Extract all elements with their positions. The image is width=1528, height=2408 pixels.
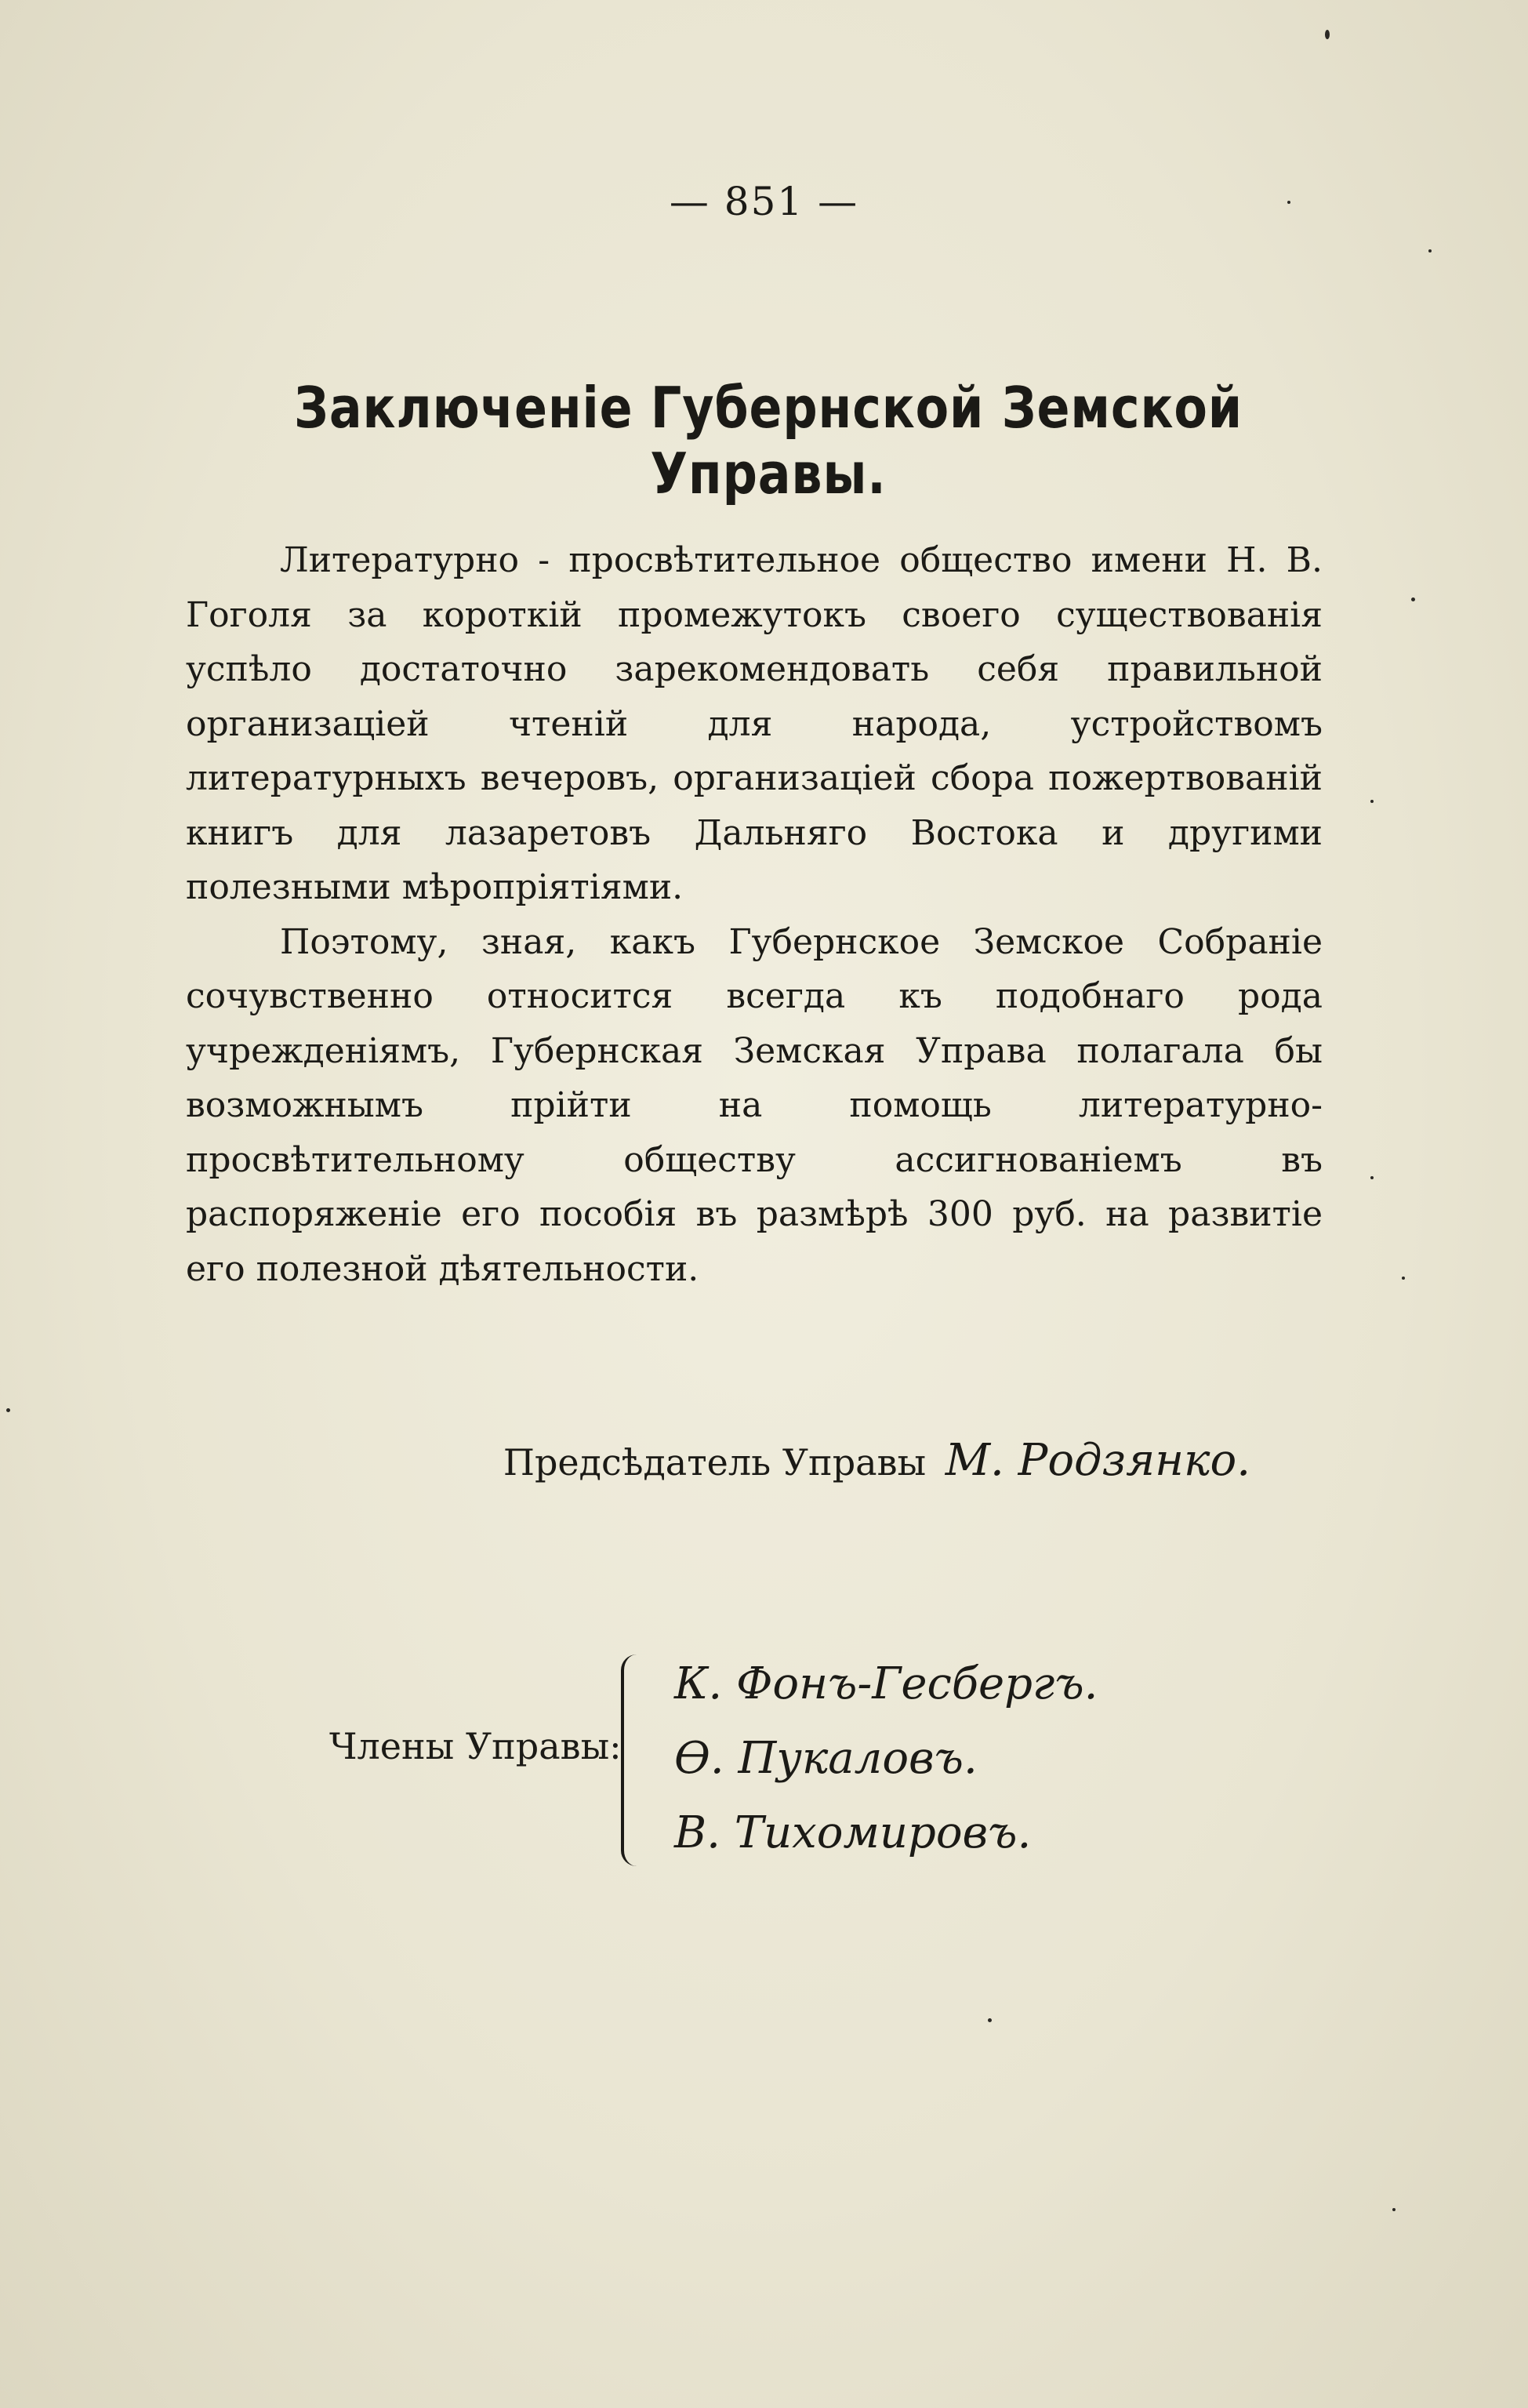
- print-speck: [1402, 1277, 1405, 1280]
- print-speck: [1325, 30, 1330, 39]
- signature-name: М. Родзянко.: [945, 1435, 1250, 1486]
- print-speck: [1287, 201, 1290, 204]
- print-speck: [988, 2018, 992, 2022]
- paragraph: Литературно - просвѣтительное общество имени Н. В. Гоголя за короткій промежутокъ своего существованія успѣло достаточно зарекомендовать себя правильной организаціей чтеній для народа, устройствомъ литературныхъ вечеровъ, организаціей сбора пожертвованій книгъ для лазаретовъ Дальняго Востока и другими полезными мѣропріятіями.: [186, 540, 1323, 907]
- print-speck: [1411, 597, 1415, 601]
- print-speck: [1428, 249, 1432, 252]
- brace-mark: [621, 1654, 655, 1866]
- member-name: Ѳ. Пукаловъ.: [674, 1733, 978, 1784]
- member-name: В. Тихомировъ.: [674, 1807, 1032, 1858]
- members-list: [674, 1647, 1098, 1870]
- paragraph: Поэтому, зная, какъ Губернское Земское Собраніе сочувственно относится всегда къ подобнаго рода учрежденіямъ, Губернская Земская Управа полагала бы возможнымъ прійти на помощь литературно-просвѣтительному обществу ассигнованіемъ въ распоряженіе его пособія въ размѣрѣ 300 руб. на развитіе его полезной дѣятельности.: [186, 921, 1323, 1289]
- print-speck: [1370, 1176, 1374, 1179]
- print-speck: [1392, 2208, 1396, 2211]
- page-title: Заключеніе Губернской Земской Управы.: [294, 375, 1243, 507]
- print-speck: [1370, 800, 1374, 803]
- signature-role: Предсѣдатель Управы: [503, 1441, 927, 1484]
- print-speck: [6, 1408, 10, 1412]
- member-name: К. Фонъ-Гесбергъ.: [674, 1658, 1098, 1709]
- chairman-signature: [0, 1435, 1250, 1486]
- page-number: — 851 —: [669, 179, 859, 224]
- board-members: [329, 1647, 1113, 1874]
- members-label: Члены Управы:: [329, 1725, 622, 1767]
- body-text: [186, 533, 1323, 1296]
